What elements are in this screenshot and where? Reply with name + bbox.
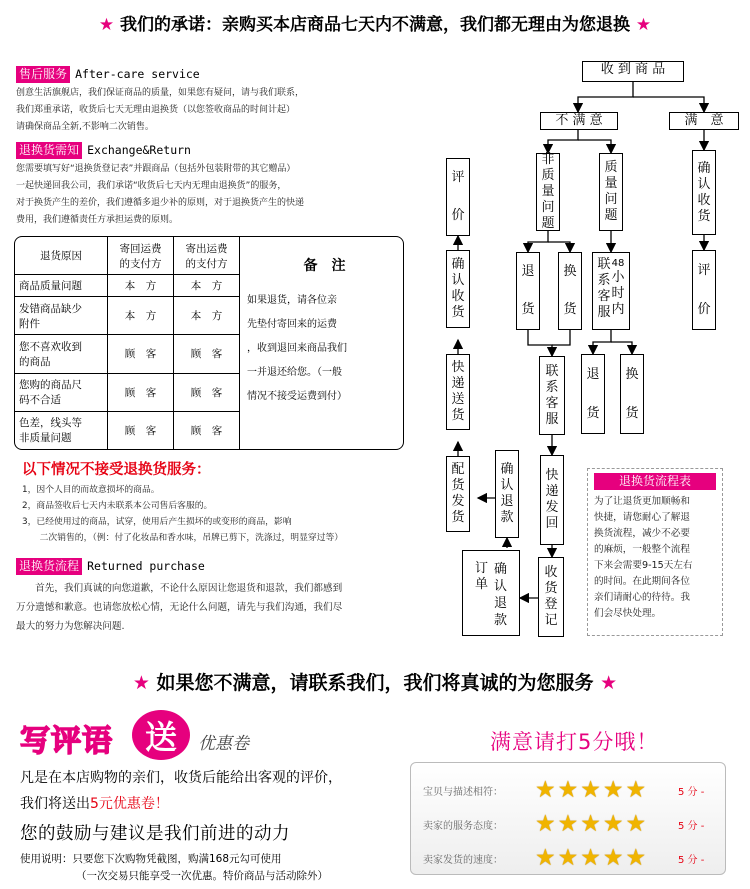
flow-char: 价 [697,301,711,317]
flow-char: 确 [451,257,465,272]
flow-receive-register [538,557,564,637]
table-cell: 顾 客 [174,335,240,373]
flow-note-tag: 退换货流程表 [594,473,716,490]
flow-char: 货 [451,478,465,493]
flow-char: 确 [494,562,508,577]
flow-char: 退 [500,494,514,509]
table-cell: 色差，线头等 非质量问题 [15,411,108,449]
table-cell: 顾 客 [108,411,174,449]
flow-char: 记 [544,613,558,628]
flow-char: 货 [563,302,577,317]
flow-unsatisfied: 不 满 意 [540,112,618,130]
flow-char: 认 [451,273,465,288]
star-icon[interactable]: ★ [602,845,624,871]
rating-stars[interactable] [535,777,670,803]
after-care-tag: 售后服务 [16,66,70,83]
after-care-line: 我们郑重承诺，收货后七天无理由退换货（以您签收商品的时间计起） [16,105,296,115]
return-purchase-line: 首先，我们真诚的向您道歉，不论什么原因让您退货和退款，我们都感到 [16,583,343,594]
flow-non-quality [536,153,560,231]
flow-order-col [475,561,488,635]
flow-char: 退 [586,366,600,382]
rating-label: 卖家发货的速度： [423,854,503,866]
rating-score: 5 分 - [678,786,705,798]
flow-satisfied: 满 意 [669,112,739,130]
flow-confirm-refund [495,450,519,538]
star-icon[interactable]: ★ [602,811,624,837]
promo-usage-2: （一次交易只能享受一次优惠。特价商品与活动除外） [76,870,328,882]
table-cell: 顾 客 [108,335,174,373]
table-cell: 本 方 [174,275,240,297]
rating-row [411,776,725,804]
after-care-english: After-care service [75,67,200,81]
table-header-cell: 寄出运费 的支付方 [174,237,240,275]
rating-score: 5 分 - [678,820,705,832]
flow-char: 问 [604,192,618,207]
flow-char: 货 [521,302,535,317]
flow-char: 货 [625,405,639,421]
rating-label: 宝贝与描述相符： [423,786,503,798]
flow-char: 联 [545,363,559,379]
after-care-line: 创意生活旗舰店，我们保证商品的质量，如果您有疑问，请与我们联系， [16,88,305,98]
not-accepted-item: 2，商品签收后七天内未联系本公司售后客服的。 [22,501,213,511]
return-purchase-line: 最大的努力为您解决问题. [16,621,125,632]
flow-char: 货 [451,408,465,423]
flow-char: 货 [451,510,465,525]
note-line: 如果退货，请各位亲 [247,295,337,306]
return-purchase-tag: 退换货流程 [16,558,82,575]
star-icon: ★ [635,15,652,35]
flow-char: 退 [521,264,535,279]
flow-char: 发 [451,494,465,509]
star-icon: ★ [98,15,115,35]
flow-note-line: 们会尽快处理。 [594,608,662,619]
flow-review-right [692,250,716,330]
flow-char: 快 [451,360,465,375]
flow-char: 收 [544,565,558,580]
flow-char: 评 [451,170,465,185]
not-accepted-item: 1，因个人目的而故意损坏的商品。 [22,485,160,495]
table-cell: 发错商品缺少 附件 [15,297,108,335]
flow-char: 货 [451,305,465,320]
flow-express-send [446,354,470,430]
service-title: 如果您不满意，请联系我们，我们将真诚的为您服务 [156,672,594,694]
star-icon[interactable]: ★ [535,845,556,871]
rating-stars[interactable] [535,811,670,837]
note-line: ，收到退回来商品我们 [247,343,347,354]
flow-char: 配 [451,462,465,477]
flow-receive-goods: 收 到 商 品 [582,61,684,82]
exchange-line: 您需要填写好“退换货登记表”并跟商品（包括外包装附带的其它赠品） [16,164,296,174]
table-cell: 顾 客 [108,373,174,411]
review-promo-banner [20,712,320,759]
flow-char: 评 [697,262,711,278]
promo-usage-1: 使用说明：只要您下次购物凭截图，购满168元勾可使用 [20,853,282,865]
flow-return-b [581,354,605,434]
flow-note-line: 快捷，请您耐心了解退 [594,512,690,523]
flow-char: 换 [625,366,639,382]
note-line: 情况不接受运费到付） [247,391,347,402]
star-icon[interactable]: ★ [557,777,579,803]
table-cell: 顾 客 [174,411,240,449]
gift-badge [132,710,190,760]
flow-char: 价 [451,208,465,223]
gift-text: 送 [144,718,177,756]
rating-label: 卖家的服务态度： [423,820,503,832]
flow-char: 联 [597,257,611,272]
exchange-line: 费用，我们遵循责任方承担运费的原则。 [16,215,179,225]
star-icon: ★ [132,672,150,694]
flow-char: 质 [604,160,618,175]
flow-char: 发 [545,500,559,515]
flow-char: 认 [697,176,711,192]
flow-char: 收 [451,289,465,304]
flow-char: 认 [500,478,514,493]
flow-note-line: 的麻烦，一般整个流程 [594,544,690,555]
table-cell: 您不喜欢收到 的商品 [15,335,108,373]
table-cell: 顾 客 [174,373,240,411]
star-icon[interactable]: ★ [625,811,647,837]
not-accepted-item: 3，已经使用过的商品，试穿，使用后产生损坏的或变形的商品，影响 [22,517,292,527]
rating-stars[interactable] [535,845,670,871]
star-icon[interactable]: ★ [580,811,601,837]
table-cell: 您购的商品尺 码不合适 [15,373,108,411]
flow-char: 递 [545,484,559,499]
note-line: 一并退还给您。（一般 [247,367,342,378]
flow-ship [446,456,470,532]
flow-contact-48h [592,252,630,330]
return-purchase-english: Returned purchase [87,559,205,573]
flow-char: 货 [586,405,600,421]
flow-hours-48-col [612,257,625,329]
exchange-line: 一起快递回我公司，我们承诺“收货后七天内无理由退换货”的服务， [16,181,287,191]
flow-char: 题 [541,216,555,231]
flow-char: 递 [451,376,465,391]
flow-char: 问 [541,200,555,215]
rating-row [411,810,725,838]
exchange-line: 对于换货产生的差价，我们遵循多退少补的原则，对于退换货产生的快递 [16,198,305,208]
star-icon[interactable]: ★ [557,811,579,837]
flow-char: 系 [597,273,611,288]
review-promo-text [20,765,400,885]
rating-panel [410,762,726,875]
flow-char: 单 [474,577,488,592]
flow-char: 回 [545,516,559,531]
star-icon: ★ [600,672,618,694]
flow-char: 质 [541,168,555,183]
note-title: 备 注 [303,258,346,274]
flow-char: 货 [697,208,711,224]
promo-line-2-text: 我们将送出 [20,796,90,812]
flow-note-box [587,468,723,636]
flow-char: 时 [611,286,625,301]
flow-char: 48 [611,258,625,269]
flow-order-refund [462,550,520,636]
flow-char: 换 [563,264,577,279]
star-icon[interactable]: ★ [580,845,601,871]
flow-note-text [594,494,716,622]
write-review-text: 写评语 [20,724,113,759]
promo-amount: 5元优惠卷！ [90,796,169,812]
flow-char: 款 [494,613,508,628]
table-cell: 本 方 [108,297,174,335]
flow-exchange-a [558,252,582,330]
promise-title: 我们的承诺：亲购买本店商品七天内不满意，我们都无理由为您退换 [120,15,630,35]
star-icon[interactable]: ★ [580,777,601,803]
exchange-english: Exchange&Return [87,143,191,157]
flow-note-line: 的时间。在此期间各位 [594,576,690,587]
flow-char: 系 [545,379,559,395]
flow-confirm-receipt-right [692,150,716,235]
table-header-cell: 退货原因 [15,237,108,275]
note-line: 先垫付寄回来的运费 [247,319,337,330]
flow-char: 小 [611,270,625,285]
rating-row [411,844,725,872]
rating-title: 满意请打5分哦！ [490,730,659,754]
flow-char: 量 [541,184,555,199]
flow-note-line: 为了让退货更加顺畅和 [594,496,690,507]
coupon-text: 优惠卷 [198,734,249,754]
promo-line-1: 凡是在本店购物的亲们，收货后能给出客观的评价， [20,770,342,786]
flow-review [446,158,470,236]
promo-line-2 [20,791,400,817]
flow-char: 量 [604,176,618,191]
not-accepted-title: 以下情况不接受退换货服务： [22,462,211,478]
flow-confirm-refund-bottom-col [494,561,507,635]
flow-char: 非 [541,152,555,167]
flow-confirm-receipt [446,250,470,328]
flow-char: 送 [451,392,465,407]
flow-note-line: 换货流程，减少不必要 [594,528,690,539]
after-care-line: 请确保商品全新,不影响二次销售。 [16,122,154,132]
flow-char: 退 [494,596,508,611]
flow-char: 服 [597,305,611,320]
flow-contact-48-col [597,257,610,329]
flow-char: 货 [544,581,558,596]
flow-express-return [540,455,564,545]
not-accepted-item: 二次销售的，（例：付了化妆品和香水味，吊牌已剪下，洗涤过，明显穿过等） [22,533,344,543]
rating-rows [411,776,725,872]
flow-note-line: 下来会需要9-15天左右 [594,560,693,571]
exchange-tag: 退换货需知 [16,142,82,159]
promo-line-3: 您的鼓励与建议是我们前进的动力 [20,824,290,844]
flow-quality [599,153,623,231]
table-header-cell: 寄回运费 的支付方 [108,237,174,275]
table-cell: 本 方 [108,275,174,297]
flow-char: 款 [500,510,514,525]
flow-char: 客 [597,289,611,304]
flow-char: 订 [474,561,488,576]
flow-char: 客 [545,395,559,411]
flow-char: 服 [545,411,559,427]
flow-char: 内 [611,302,625,317]
star-icon[interactable]: ★ [625,777,647,803]
flow-exchange-b [620,354,644,434]
flow-char: 登 [544,597,558,612]
return-purchase-line: 万分遗憾和歉意。也请您放松心情，无论什么问题，请先与我们沟通，我们尽 [16,602,343,613]
star-icon[interactable]: ★ [557,845,579,871]
flow-contact-service [539,356,565,435]
star-icon[interactable]: ★ [535,777,556,803]
flow-char: 收 [697,192,711,208]
flow-char: 确 [697,160,711,176]
flow-note-line: 亲们请耐心的待待。我 [594,592,690,603]
table-cell: 商品质量问题 [15,275,108,297]
rating-score: 5 分 - [678,854,705,866]
star-icon[interactable]: ★ [602,777,624,803]
star-icon[interactable]: ★ [535,811,556,837]
table-cell: 本 方 [174,297,240,335]
flow-char: 确 [500,462,514,477]
flow-return-a [516,252,540,330]
star-icon[interactable]: ★ [625,845,647,871]
flow-char: 认 [494,579,508,594]
service-header [0,668,750,695]
flow-char: 题 [604,208,618,223]
flow-char: 快 [545,468,559,483]
